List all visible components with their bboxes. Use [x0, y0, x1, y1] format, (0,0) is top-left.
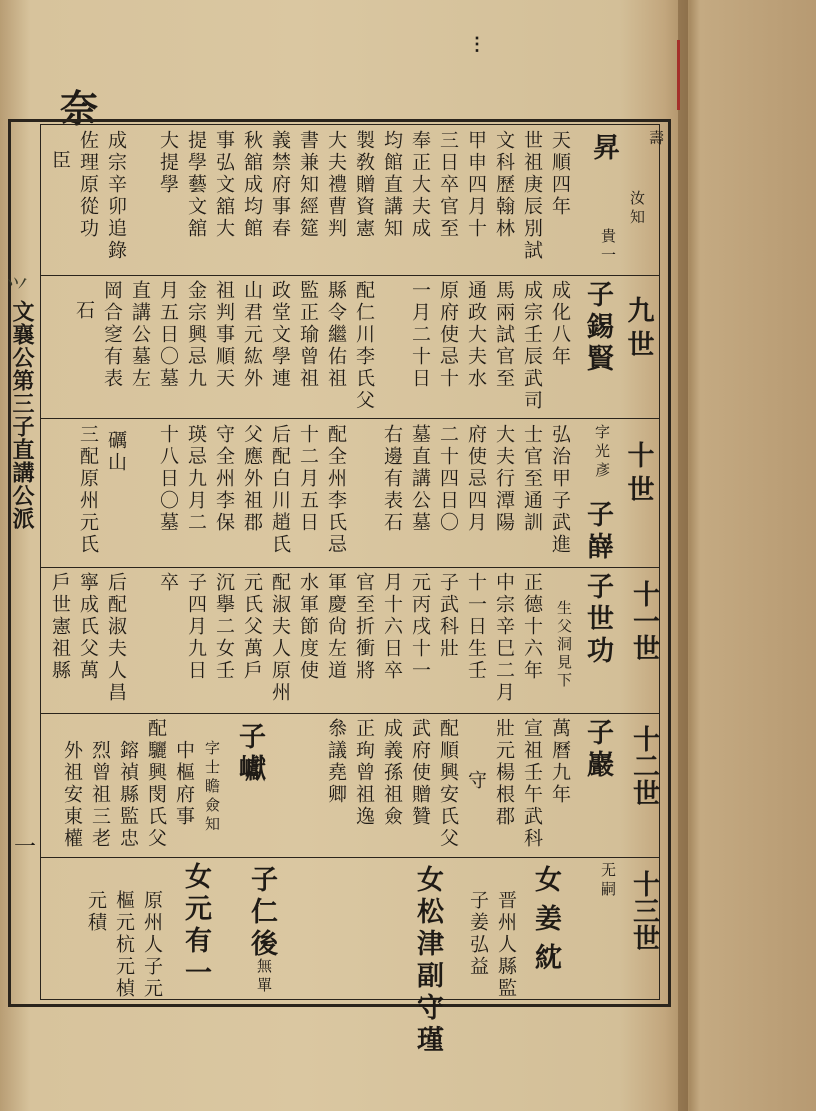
- entry-line: 子武科壯: [437, 572, 459, 660]
- entry-line: 元丙戌十一: [409, 572, 431, 682]
- generation-label: 九世: [627, 296, 655, 361]
- entry-line: 均館直講知: [381, 130, 403, 240]
- person-name: 女元有一: [180, 862, 211, 990]
- entry-line: 大夫禮曹判: [325, 130, 347, 240]
- person-name: 子嶭: [582, 500, 613, 564]
- row-divider: [40, 567, 660, 568]
- entry-annotation: 汝知: [628, 190, 646, 228]
- entry-annotation: 字士瞻僉知: [203, 740, 221, 835]
- margin-ornament: ⺍: [6, 277, 29, 302]
- entry-line: 中宗辛巳二月: [493, 572, 515, 704]
- entry-line: 月十六日卒: [381, 572, 403, 682]
- entry-line: 外祖安東權: [61, 740, 83, 850]
- entry-line: 沉擧二女壬: [213, 572, 235, 682]
- entry-line: 通政大夫水: [465, 280, 487, 390]
- person-name: 昇: [588, 133, 619, 165]
- page-fold-shadow: [678, 0, 688, 1111]
- entry-line: 壯元楊根郡: [493, 718, 515, 828]
- entry-line: 祖判事順天: [213, 280, 235, 390]
- entry-line: 書兼知經筵: [297, 130, 319, 240]
- entry-line: 原府使忌十: [437, 280, 459, 390]
- person-name: 子仁後: [246, 865, 277, 961]
- person-name: 女松津副守瑾: [412, 865, 443, 1057]
- entry-line: 墓直講公墓: [409, 424, 431, 534]
- entry-annotation: 生父洞見下: [555, 600, 573, 690]
- entry-line: 守: [465, 770, 487, 792]
- entry-line: 元積: [85, 890, 107, 934]
- person-name: 子錫賢: [582, 280, 613, 376]
- entry-line: 成宗壬辰武司: [521, 280, 543, 412]
- entry-line: 中樞府事: [173, 740, 195, 828]
- entry-line: 三日卒官至: [437, 130, 459, 240]
- entry-line: 一月二十日: [409, 280, 431, 390]
- entry-line: 礪山: [105, 430, 127, 474]
- entry-line: 義禁府事春: [269, 130, 291, 240]
- person-name: 子世功: [582, 572, 613, 668]
- entry-line: 配驪興閔氏父: [145, 718, 167, 850]
- entry-line: 子四月九日: [185, 572, 207, 682]
- entry-line: 士官至通訓: [521, 424, 543, 534]
- entry-line: 監正瑜曾祖: [297, 280, 319, 390]
- entry-line: 提學藝文舘: [185, 130, 207, 240]
- entry-line: 晋州人縣監: [495, 890, 517, 1000]
- entry-line: 直講公墓左: [129, 280, 151, 390]
- entry-line: 原州人子元: [141, 890, 163, 1000]
- red-edge-mark: [677, 40, 680, 110]
- entry-line: 天順四年: [549, 130, 571, 218]
- entry-line: 十一日生壬: [465, 572, 487, 682]
- entry-annotation: 無單: [255, 958, 273, 996]
- entry-line: 守全州李保: [213, 424, 235, 534]
- entry-line: 馬兩試官至: [493, 280, 515, 390]
- entry-line: 文科歷翰林: [493, 130, 515, 240]
- entry-line: 元氏父萬戶: [241, 572, 263, 682]
- entry-line: 配仁川李氏父: [353, 280, 375, 412]
- entry-line: 后配淑夫人昌: [105, 572, 127, 704]
- entry-line: 奉正大夫成: [409, 130, 431, 240]
- entry-line: 瑛忌九月二: [185, 424, 207, 534]
- header-character: 奈: [60, 86, 99, 131]
- row-divider: [40, 275, 660, 276]
- entry-line: 正德十六年: [521, 572, 543, 682]
- entry-line: 成化八年: [549, 280, 571, 368]
- generation-label: 十三世: [628, 870, 659, 951]
- person-name: 子巖: [582, 718, 613, 782]
- entry-line: 卒: [157, 572, 179, 594]
- entry-line: 府使忌四月: [465, 424, 487, 534]
- person-name: 子巘: [234, 722, 265, 786]
- generation-label: 十二世: [628, 725, 659, 806]
- entry-line: 水軍節度使: [297, 572, 319, 682]
- entry-line: 后配白川趙氏: [269, 424, 291, 556]
- entry-line: 佐理原從功: [77, 130, 99, 240]
- entry-line: 正珣曾祖逸: [353, 718, 375, 828]
- entry-line: 萬曆九年: [549, 718, 571, 806]
- entry-line: 配全州李氏忌: [325, 424, 347, 556]
- inner-frame: [40, 124, 660, 1000]
- entry-line: 戶世憲祖縣: [49, 572, 71, 682]
- entry-line: 右邊有表石: [381, 424, 403, 534]
- entry-line: 配順興安氏父: [437, 718, 459, 850]
- entry-line: 成宗辛卯追錄: [105, 130, 127, 262]
- row-divider: [40, 418, 660, 419]
- entry-line: 鎔禎縣監忠: [117, 740, 139, 850]
- entry-line: 大夫行潭陽: [493, 424, 515, 534]
- row-divider: [40, 713, 660, 714]
- entry-line: 叅議堯卿: [325, 718, 347, 806]
- entry-line: 大提學: [157, 130, 179, 196]
- margin-title: 文襄公第三子直講公派: [9, 300, 35, 530]
- entry-annotation: 无嗣: [599, 862, 617, 900]
- entry-line: 樞元杭元楨: [113, 890, 135, 1000]
- person-name: 女姜紞: [530, 865, 561, 982]
- entry-line: 金宗興忌九: [185, 280, 207, 390]
- entry-line: 寧成氏父萬: [77, 572, 99, 682]
- entry-line: 秋舘成均館: [241, 130, 263, 240]
- generation-label: 十世: [627, 441, 655, 506]
- entry-line: 岡合窆有表: [101, 280, 123, 390]
- generation-label: 十一世: [628, 580, 659, 661]
- entry-line: 月五日〇墓: [157, 280, 179, 390]
- entry-line: 臣: [49, 150, 71, 172]
- entry-line: 山君元紘外: [241, 280, 263, 390]
- entry-line: 弘治甲子武進: [549, 424, 571, 556]
- entry-line: 二十四日〇: [437, 424, 459, 534]
- entry-line: 縣令繼佑祖: [325, 280, 347, 390]
- entry-line: 甲申四月十: [465, 130, 487, 240]
- entry-line: 宣祖壬午武科: [521, 718, 543, 850]
- entry-line: 十二月五日: [297, 424, 319, 534]
- entry-line: 政堂文學連: [269, 280, 291, 390]
- entry-annotation: 壽: [647, 130, 665, 149]
- entry-line: 世祖庚辰別試: [521, 130, 543, 262]
- entry-line: 三配原州元氏: [77, 424, 99, 556]
- entry-line: 十八日〇墓: [157, 424, 179, 534]
- entry-line: 武府使贈贊: [409, 718, 431, 828]
- entry-line: 父應外祖郡: [241, 424, 263, 534]
- entry-annotation: 字光彥: [593, 424, 611, 481]
- ink-dots: ⋮: [468, 34, 486, 55]
- entry-line: 事弘文舘大: [213, 130, 235, 240]
- entry-line: 製敎贈資憲: [353, 130, 375, 240]
- entry-line: 石: [73, 300, 95, 322]
- page-number: 一: [14, 835, 37, 860]
- entry-line: 成義孫祖僉: [381, 718, 403, 828]
- entry-line: 配淑夫人原州: [269, 572, 291, 704]
- entry-line: 軍慶尙左道: [325, 572, 347, 682]
- entry-line: 烈曾祖三老: [89, 740, 111, 850]
- entry-line: 子姜弘益: [467, 890, 489, 978]
- entry-annotation: 貴一: [599, 228, 617, 266]
- entry-line: 官至折衝將: [353, 572, 375, 682]
- row-divider: [40, 857, 660, 858]
